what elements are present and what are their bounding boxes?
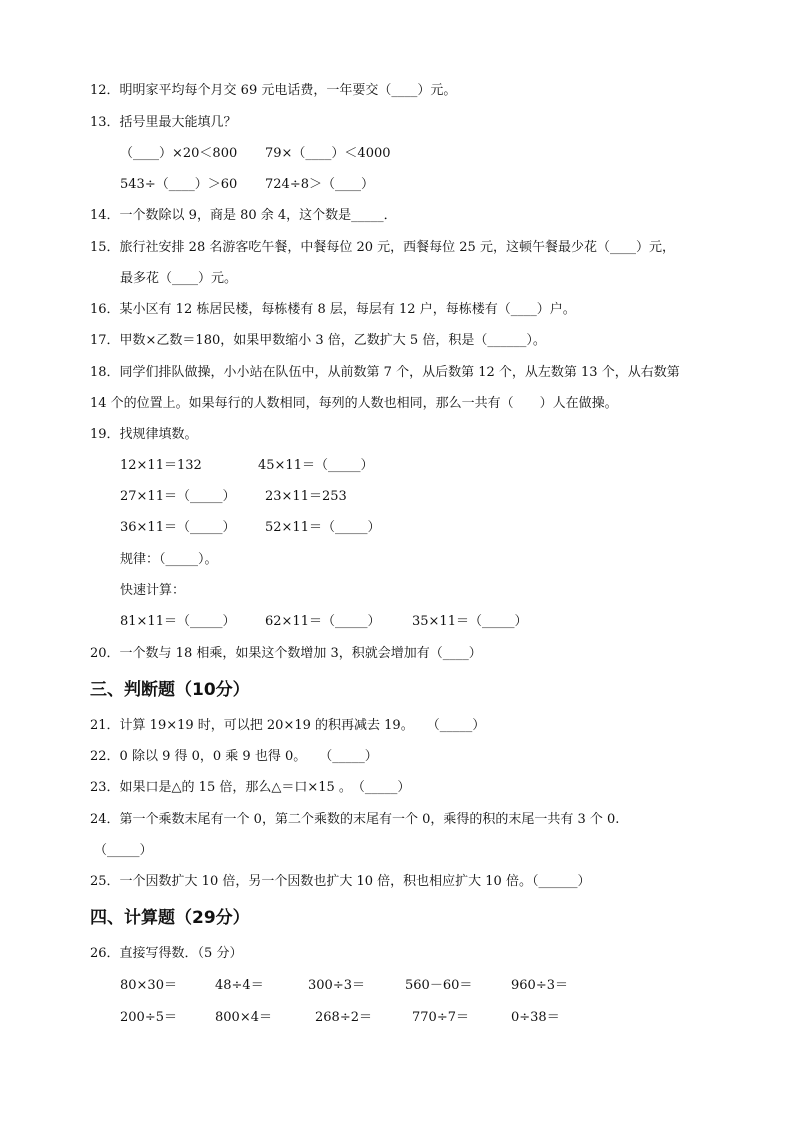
question-19-row2-left: 27×11＝（_____） [120,489,236,504]
calc-item: 268÷2＝ [315,1010,372,1025]
question-16: 16．某小区有 12 栋居民楼，每栋楼有 8 层，每层有 12 户，每栋楼有（____）户。 [90,302,576,317]
question-23: 23．如果口是△的 15 倍，那么△＝口×15 。 （_____） [90,780,411,795]
section-heading-judgement: 三、判断题（10分） [90,680,250,700]
question-24-line-2: （_____） [94,843,153,858]
section-heading-calculation: 四、计算题（29分） [90,908,250,928]
calc-item: 200÷5＝ [120,1010,177,1025]
question-18-line-1: 18．同学们排队做操，小小站在队伍中，从前数第 7 个，从后数第 12 个，从左数第 13 个，从右数第 [90,365,680,380]
question-19-calc-1: 81×11＝（_____） [120,614,236,629]
question-14: 14．一个数除以 9，商是 80 余 4，这个数是_____． [90,208,397,223]
question-26-stem: 26．直接写得数．（5 分） [90,946,243,961]
question-19-row3-left: 36×11＝（_____） [120,520,236,535]
question-15-line-1: 15．旅行社安排 28 名游客吃午餐，中餐每位 20 元，西餐每位 25 元，这顿午餐最少花（____）元， [90,240,675,255]
calc-item: 80×30＝ [120,978,177,993]
calc-item: 960÷3＝ [511,978,568,993]
question-19-quick-calc: 快速计算： [120,583,186,598]
question-17: 17．甲数×乙数＝180，如果甲数缩小 3 倍，乙数扩大 5 倍，积是（______）。 [90,333,546,348]
question-21: 21．计算 19×19 时，可以把 20×19 的积再减去 19。 （_____） [90,718,486,733]
question-24-line-1: 24．第一个乘数末尾有一个 0，第二个乘数的末尾有一个 0，乘得的积的末尾一共有 3 个 0. [90,812,620,827]
question-19-row1-left: 12×11＝132 [120,458,202,473]
question-19-row1-right: 45×11＝（_____） [258,458,374,473]
calc-item: 770÷7＝ [412,1010,469,1025]
calc-item: 300÷3＝ [308,978,365,993]
question-25: 25．一个因数扩大 10 倍，另一个因数也扩大 10 倍，积也相应扩大 10 倍。（______） [90,874,591,889]
question-19-rule: 规律：（_____）。 [120,552,218,567]
question-19-row2-right: 23×11＝253 [265,489,347,504]
question-13-item-c: 543÷（____）＞60 [120,177,238,192]
question-19-stem: 19．找规律填数。 [90,427,198,442]
question-13-item-b: 79×（____）＜4000 [265,146,391,161]
question-22: 22．0 除以 9 得 0，0 乘 9 也得 0。 （_____） [90,749,378,764]
question-18-line-2: 14 个的位置上。如果每行的人数相同，每列的人数也相同，那么一共有（ ）人在做操。 [90,396,618,411]
question-19-row3-right: 52×11＝（_____） [265,520,381,535]
question-15-line-2: 最多花（____）元。 [120,271,238,286]
question-12: 12．明明家平均每个月交 69 元电话费，一年要交（____）元。 [90,83,457,98]
calc-item: 800×4＝ [215,1010,272,1025]
question-13-item-d: 724÷8＞（____） [265,177,374,192]
question-13-item-a: （____）×20＜800 [120,146,238,161]
calc-item: 48÷4＝ [215,978,264,993]
question-19-calc-3: 35×11＝（_____） [412,614,528,629]
calc-item: 0÷38＝ [511,1010,560,1025]
question-19-calc-2: 62×11＝（_____） [265,614,381,629]
calc-item: 560－60＝ [405,978,473,993]
question-20: 20．一个数与 18 相乘，如果这个数增加 3，积就会增加有（____） [90,646,482,661]
question-13-stem: 13．括号里最大能填几？ [90,115,237,130]
